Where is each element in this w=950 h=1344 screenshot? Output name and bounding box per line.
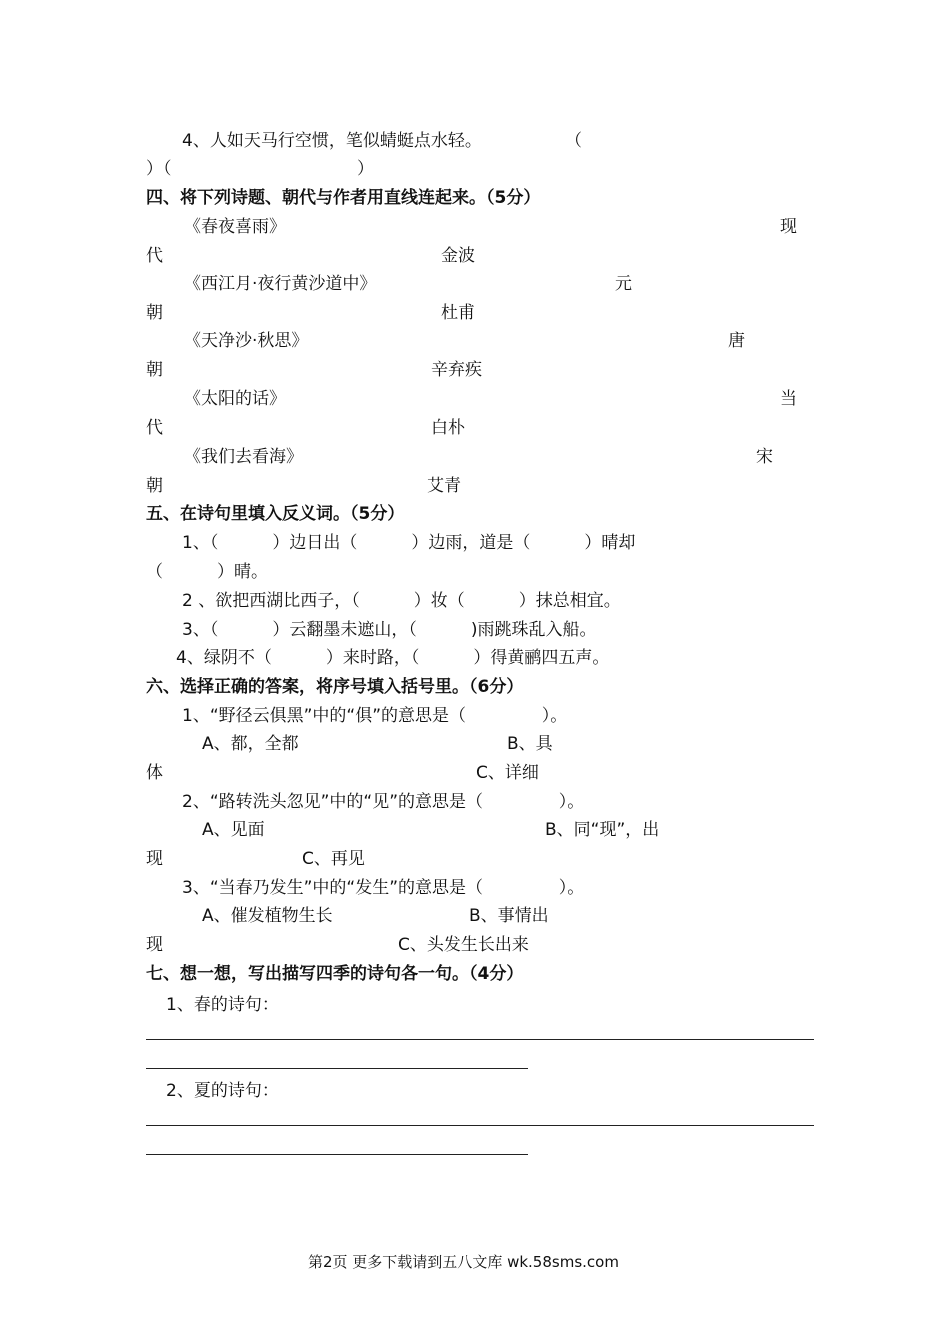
q6-option-3a: A、催发植物生长 xyxy=(202,906,333,926)
answer-line-spring-1[interactable] xyxy=(146,1039,814,1040)
answer-line-spring-2[interactable] xyxy=(146,1068,528,1069)
q6-question-1: 1、“野径云俱黑”中的“俱”的意思是（ ）。 xyxy=(182,706,568,726)
q7-heading: 七、想一想，写出描写四季的诗句各一句。（4分） xyxy=(146,964,524,984)
q4-title-2: 《西江月·夜行黄沙道中》 xyxy=(184,274,377,294)
q4-era-3b: 朝 xyxy=(146,360,163,380)
q4-era-5a: 宋 xyxy=(756,447,773,467)
q5-line-1-cont: （ ）晴。 xyxy=(146,562,269,582)
answer-line-summer-2[interactable] xyxy=(146,1154,528,1155)
q6-option-3c: C、头发生长出来 xyxy=(398,935,529,955)
q5-line-3: 3、（ ）云翻墨未遮山，（ )雨跳珠乱入船。 xyxy=(182,620,597,640)
q3-item4: 4、人如天马行空惯，笔似蜻蜓点水轻。 xyxy=(182,131,482,151)
q4-era-2a: 元 xyxy=(615,274,632,294)
q5-line-1: 1、（ ）边日出（ ）边雨，道是（ ）晴却 xyxy=(182,533,636,553)
q4-era-3a: 唐 xyxy=(728,331,745,351)
q7-prompt-spring: 1、春的诗句： xyxy=(166,995,279,1015)
q4-author-3: 辛弃疾 xyxy=(431,360,482,380)
q6-question-3: 3、“当春乃发生”中的“发生”的意思是（ ）。 xyxy=(182,878,585,898)
q4-author-5: 艾青 xyxy=(427,476,461,496)
q6-option-1-wrap: 体 xyxy=(146,763,163,783)
q5-heading: 五、在诗句里填入反义词。（5分） xyxy=(146,504,405,524)
answer-line-summer-1[interactable] xyxy=(146,1125,814,1126)
q6-option-1a: A、都，全都 xyxy=(202,734,299,754)
q4-title-4: 《太阳的话》 xyxy=(184,389,286,409)
q7-prompt-summer: 2、夏的诗句： xyxy=(166,1081,279,1101)
q4-title-3: 《天净沙·秋思》 xyxy=(184,331,309,351)
q4-era-4b: 代 xyxy=(146,418,163,438)
q3-item4-paren-open: （ xyxy=(565,131,582,151)
q6-heading: 六、选择正确的答案，将序号填入括号里。（6分） xyxy=(146,677,524,697)
q6-option-3-wrap: 现 xyxy=(146,935,163,955)
q3-item4-paren-pair: ）（ xyxy=(146,159,172,179)
q6-option-2c: C、再见 xyxy=(302,849,365,869)
q3-item4-paren-close: ） xyxy=(357,159,374,179)
q6-option-2-wrap: 现 xyxy=(146,849,163,869)
q4-era-1a: 现 xyxy=(780,217,797,237)
q5-line-4: 4、绿阴不（ ）来时路，（ ）得黄鹂四五声。 xyxy=(176,648,610,668)
q4-heading: 四、将下列诗题、朝代与作者用直线连起来。（5分） xyxy=(146,188,541,208)
q4-era-1b: 代 xyxy=(146,246,163,266)
q5-line-2: 2 、欲把西湖比西子，（ ）妆（ ）抹总相宜。 xyxy=(182,591,621,611)
q4-era-4a: 当 xyxy=(780,389,797,409)
page-footer: 第2页 更多下载请到五八文库 wk.58sms.com xyxy=(308,1253,619,1271)
q4-title-1: 《春夜喜雨》 xyxy=(184,217,286,237)
q6-option-1c: C、详细 xyxy=(476,763,539,783)
q4-title-5: 《我们去看海》 xyxy=(184,447,303,467)
q6-option-3b: B、事情出 xyxy=(469,906,549,926)
q4-era-2b: 朝 xyxy=(146,303,163,323)
q4-author-2: 杜甫 xyxy=(441,303,475,323)
q6-option-1b: B、具 xyxy=(507,734,553,754)
q4-era-5b: 朝 xyxy=(146,476,163,496)
q6-question-2: 2、“路转洗头忽见”中的“见”的意思是（ ）。 xyxy=(182,792,585,812)
q6-option-2a: A、见面 xyxy=(202,820,265,840)
q4-author-4: 白朴 xyxy=(431,418,465,438)
q4-author-1: 金波 xyxy=(441,246,475,266)
q6-option-2b: B、同“现”，出 xyxy=(545,820,660,840)
